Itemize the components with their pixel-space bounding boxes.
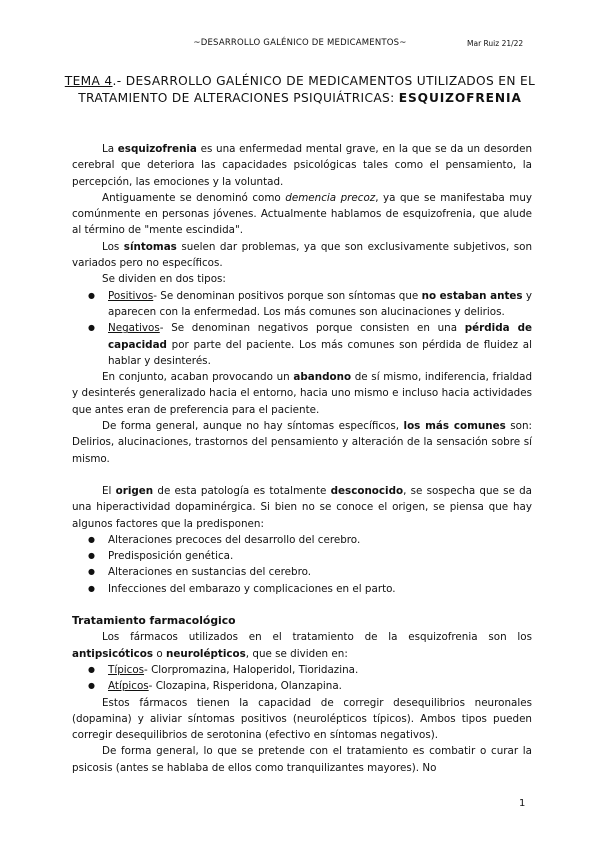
list-item: ● Predisposición genética. — [72, 548, 532, 564]
running-header: ~DESARROLLO GALÉNICO DE MEDICAMENTOS~ — [193, 38, 407, 48]
document-body — [72, 141, 532, 776]
paragraph-history: Antiguamente se denominó como demencia precoz, ya que se manifestaba muy comúnmente en personas jóvenes. Actualmente hablamos de esquizofrenia, que alude al término de "mente escindida". — [72, 191, 532, 237]
title-label: TEMA 4 — [64, 74, 113, 88]
paragraph-common-symptoms: De forma general, aunque no hay síntomas específicos, los más comunes son: Delirios, alucinaciones, trastornos del pensamiento y alteración de la sensación sobre sí mismo. — [72, 420, 533, 465]
list-item: ● Alteraciones precoces del desarrollo del cerebro. — [72, 532, 532, 548]
list-item: ● Típicos- Clorpromazina, Haloperidol, Tioridazina. — [72, 662, 532, 678]
spacer — [72, 467, 532, 483]
title-main: DESARROLLO GALÉNICO DE MEDICAMENTOS UTILIZADOS EN EL TRATAMIENTO DE ALTERACIONES PSIQUIÁTRICAS: — [78, 74, 536, 105]
page-title — [60, 73, 540, 107]
risk-factor-list — [72, 532, 532, 597]
title-separator: .- — [112, 74, 126, 88]
list-item: ● Alteraciones en sustancias del cerebro. — [72, 564, 532, 580]
paragraph-symptoms: Los síntomas suelen dar problemas, ya que son exclusivamente subjetivos, son variados pero no específicos. — [72, 240, 532, 270]
spacer — [72, 597, 532, 613]
symptom-list — [72, 288, 532, 369]
paragraph-origin: El origen de esta patología es totalmente desconocido, se sospecha que se da una hiperactividad dopaminérgica. Si bien no se conoce el origen, se piensa que hay algunos factores que la predisponen: — [72, 484, 532, 530]
title-highlight: ESQUIZOFRENIA — [398, 91, 522, 105]
header-author: Mar Ruiz 21/22 — [467, 39, 524, 48]
paragraph-drugs: Los fármacos utilizados en el tratamiento de la esquizofrenia son los antipsicóticos o neurolépticos, que se dividen en: — [72, 631, 532, 660]
paragraph-consequences: En conjunto, acaban provocando un abandono de sí mismo, indiferencia, frialdad y desinterés generalizado hacia el entorno, hacia uno mismo e incluso hacia actividades que antes eran de preferencia para el paciente. — [72, 371, 533, 416]
section-heading: Tratamiento farmacológico — [72, 614, 236, 628]
page-number: 1 — [519, 798, 526, 809]
list-item: ● Positivos- Se denominan positivos porque son síntomas que no estaban antes y aparecen con la enfermedad. Los más comunes son alucinaciones y delirios. — [72, 288, 532, 321]
paragraph-symptom-types: Se dividen en dos tipos: — [102, 273, 226, 286]
paragraph-treatment-goal: De forma general, lo que se pretende con el tratamiento es combatir o curar la psicosis (antes se hablaba de ellos como tranquilizantes mayores). No — [72, 745, 532, 774]
list-item: ● Infecciones del embarazo y complicaciones en el parto. — [72, 581, 532, 597]
list-item: ● Atípicos- Clozapina, Risperidona, Olanzapina. — [72, 678, 532, 694]
paragraph-drug-effects: Estos fármacos tienen la capacidad de corregir desequilibrios neuronales (dopamina) y aliviar síntomas positivos (neurolépticos típicos). Ambos tipos pueden corregir desequilibrios de serotonina (efectivo en síntomas negativos). — [72, 696, 532, 742]
paragraph-definition: La esquizofrenia es una enfermedad mental grave, en la que se da un desorden cerebral que deteriora las capacidades psicológicas tales como el pensamiento, la percepción, las emociones y la voluntad. — [72, 143, 533, 188]
drug-type-list — [72, 662, 532, 695]
list-item: ● Negativos- Se denominan negativos porque consisten en una pérdida de capacidad por parte del paciente. Los más comunes son pérdida de fluidez al hablar y desinterés. — [72, 320, 532, 369]
